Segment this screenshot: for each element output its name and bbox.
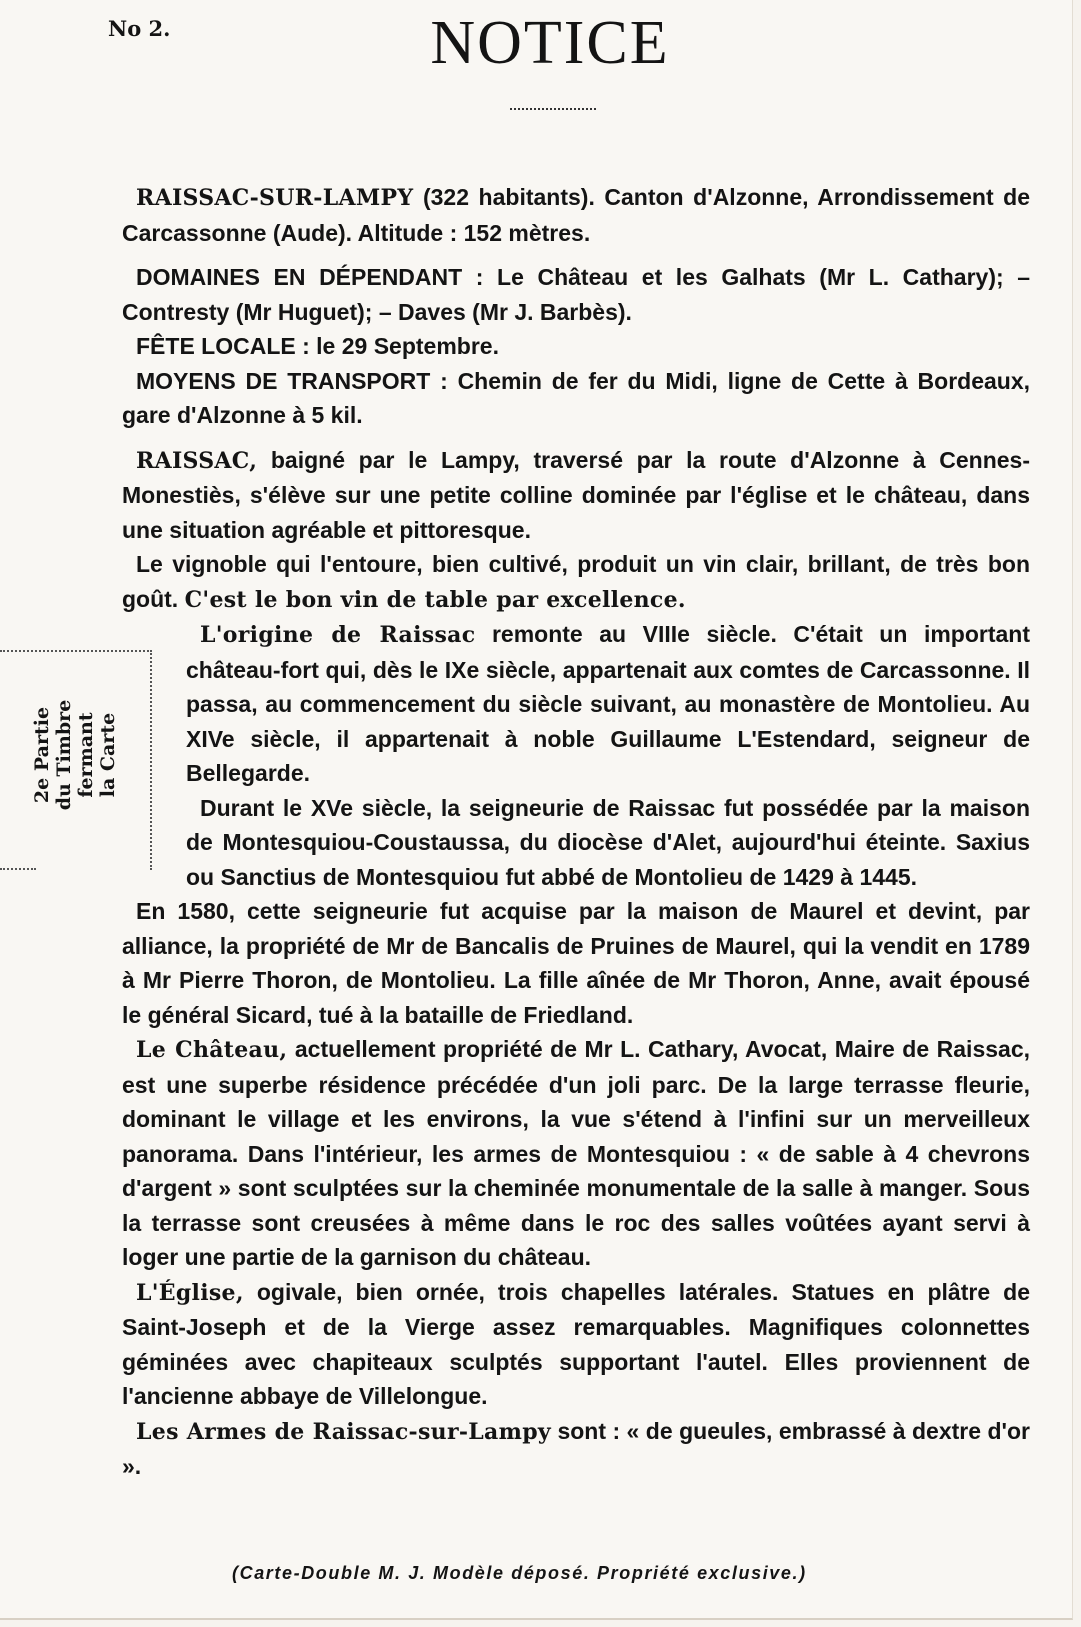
- fete-label: FÊTE LOCALE :: [136, 333, 310, 359]
- fete-paragraph: [122, 329, 1030, 364]
- armes-paragraph: [122, 1414, 1030, 1484]
- eglise-paragraph: [122, 1275, 1030, 1414]
- stamp-line-1: 2e Partie: [31, 706, 53, 804]
- stamp-box-divider: [0, 868, 36, 870]
- indented-section: [186, 617, 1030, 894]
- transport-label: MOYENS DE TRANSPORT :: [136, 367, 448, 394]
- notice-body: [122, 180, 1030, 1484]
- stamp-label: [31, 700, 119, 811]
- vignoble-paragraph: [122, 547, 1030, 617]
- footer-note: (Carte-Double M. J. Modèle déposé. Propriété exclusive.): [232, 1563, 807, 1583]
- stamp-line-4: la Carte: [97, 712, 119, 798]
- origine-text: remonte au VIIIe siècle. C'était un important château-fort qui, dès le IXe siècle, appartenait aux comtes de Carcassonne. Il passa, au commencement du siècle suivant, au monastère de Montolieu. Au XIVe siècle, il appartenait à noble Guillaume L'Estendard, seigneur de Bellegarde.: [186, 621, 1030, 786]
- intro-paragraph: [122, 180, 1030, 250]
- transport-paragraph: [122, 364, 1030, 433]
- chateau-lead: Le Château,: [136, 1037, 288, 1063]
- vignoble-text: Le vignoble qui l'entoure, bien cultivé, produit un vin clair, brillant, de très bon goût.: [122, 551, 1030, 612]
- domaines-paragraph: [122, 260, 1030, 329]
- origine-lead: L'origine de Raissac: [200, 622, 476, 648]
- raissac-lead: RAISSAC,: [136, 447, 258, 474]
- en1580-paragraph: [122, 894, 1030, 1032]
- en1580-text: En 1580, cette seigneurie fut acquise par la maison de Maurel et devint, par alliance, la propriété de Mr de Bancalis de Pruines de Maurel, qui la vendit en 1789 à Mr Pierre Thoron, de Montolieu. La fille aînée de Mr Thoron, Anne, avait épousé le général Sicard, tué à la bataille de Friedland.: [122, 898, 1030, 1028]
- fete-text: le 29 Septembre.: [316, 333, 499, 359]
- stamp-line-2: du Timbre: [53, 699, 75, 811]
- place-info: (322 habitants). Canton d'Alzonne, Arrondissement de Carcassonne (Aude). Altitude : 152 mètres.: [122, 184, 1031, 246]
- card-number: No 2.: [108, 16, 171, 41]
- raissac-paragraph: [122, 443, 1030, 548]
- domaines-label: DOMAINES EN DÉPENDANT :: [136, 264, 484, 290]
- stamp-line-3: fermant: [75, 712, 97, 798]
- eglise-lead: L'Église,: [136, 1279, 244, 1306]
- durant-text: Durant le XVe siècle, la seigneurie de Raissac fut possédée par la maison de Montesquiou-Coustaussa, du diocèse d'Alet, aujourd'hui éteinte. Saxius ou Sanctius de Montesquiou fut abbé de Montolieu de 1429 à 1445.: [186, 794, 1030, 890]
- chateau-text: actuellement propriété de Mr L. Cathary, Avocat, Maire de Raissac, est une superbe résidence précédée d'un joli parc. De la large terrasse fleurie, dominant le village et les environs, la vue s'étend à l'infini sur un merveilleux panorama. Dans l'intérieur, les armes de Montesquiou : « de sable à 4 chevrons d'argent » sont sculptées sur la cheminée monumentale de la salle à manger. Sous la terrasse sont creusées à même dans le roc des salles voûtées ayant servi à loger une partie de la garnison du château.: [122, 1036, 1030, 1270]
- title-divider: [510, 108, 596, 110]
- armes-lead: Les Armes de Raissac-sur-Lampy: [136, 1418, 551, 1445]
- durant-paragraph: [186, 791, 1030, 895]
- raissac-text: baigné par le Lampy, traversé par la route d'Alzonne à Cennes-Monestiès, s'élève sur une petite colline dominée par l'église et le château, dans une situation agréable et pittoresque.: [122, 446, 1031, 543]
- place-name: RAISSAC-SUR-LAMPY: [136, 185, 414, 211]
- eglise-text: ogivale, bien ornée, trois chapelles latérales. Statues en plâtre de Saint-Joseph et de la Vierge assez remarquables. Magnifiques colonnettes géminées avec chapiteaux sculptés supportant l'autel. Elles proviennent de l'ancienne abbaye de Villelongue.: [122, 1278, 1030, 1409]
- transport-text: Chemin de fer du Midi, ligne de Cette à Bordeaux, gare d'Alzonne à 5 kil.: [122, 367, 1031, 428]
- armes-text: sont : « de gueules, embrassé à dextre d'or ».: [122, 1417, 1030, 1479]
- domaines-text: Le Château et les Galhats (Mr L. Cathary); – Contresty (Mr Huguet); – Daves (Mr J. Barbès).: [122, 264, 1031, 325]
- page-title: NOTICE: [430, 9, 670, 77]
- vignoble-emphasis: C'est le bon vin de table par excellence.: [184, 586, 686, 613]
- chateau-paragraph: [122, 1032, 1030, 1275]
- origine-paragraph: [186, 617, 1030, 791]
